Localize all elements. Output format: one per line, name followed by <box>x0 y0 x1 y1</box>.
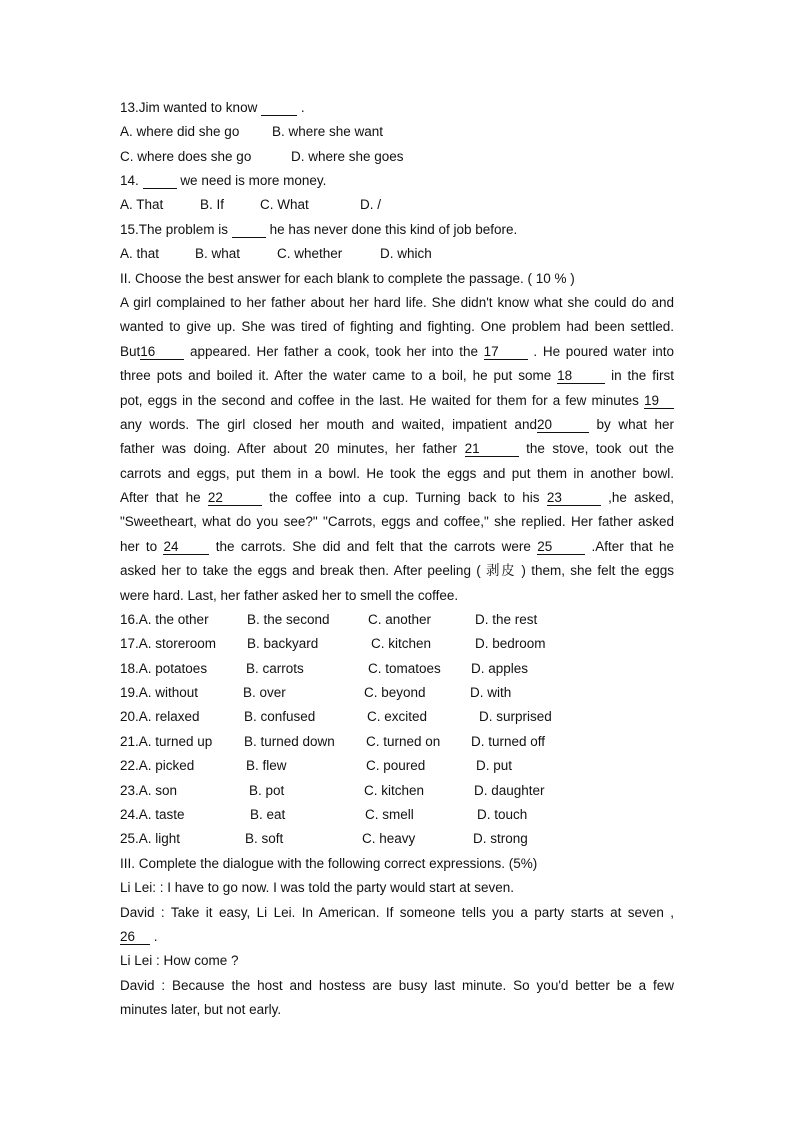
option-a: 23.A. son <box>120 783 178 798</box>
option-c: C. kitchen <box>364 783 425 798</box>
blank-20: 20 <box>537 417 589 433</box>
dialogue-line-1: Li Lei: : I have to go now. I was told the party would start at seven. <box>120 880 514 895</box>
option-c: C. tomatoes <box>368 661 441 676</box>
option-a: 25.A. light <box>120 831 181 846</box>
option-b: B. carrots <box>246 661 304 676</box>
option-13a: A. where did she go <box>120 124 240 139</box>
dialogue-line-6: minutes later, but not early. <box>120 1002 282 1017</box>
option-b: B. soft <box>245 831 284 846</box>
passage-line-8: carrots and eggs, put them in a bowl. He took the eggs and put them in another bowl. <box>120 466 674 481</box>
option-13c: C. where does she go <box>120 149 252 164</box>
passage-line-2: wanted to give up. She was tired of fighting and fighting. One problem had been settled. <box>120 319 674 334</box>
passage-line-9: After that he 22 the coffee into a cup. Turning back to his 23 ,he asked, <box>120 490 674 505</box>
option-d: D. apples <box>471 661 529 676</box>
passage-line-11: her to 24 the carrots. She did and felt that the carrots were 25 .After that he <box>120 539 674 554</box>
option-13b: B. where she want <box>272 124 384 139</box>
option-13d: D. where she goes <box>291 149 404 164</box>
blank-21: 21 <box>465 441 519 457</box>
option-b: B. eat <box>250 807 286 822</box>
option-c: C. excited <box>367 709 428 724</box>
option-15d: D. which <box>380 246 432 261</box>
blank-18: 18 <box>557 368 605 384</box>
blank-19: 19 <box>644 393 674 409</box>
option-c: C. turned on <box>366 734 441 749</box>
blank-14 <box>143 173 177 189</box>
section-2-heading: II. Choose the best answer for each blank to complete the passage. ( 10 % ) <box>120 271 575 286</box>
option-c: C. poured <box>366 758 426 773</box>
option-c: C. kitchen <box>371 636 432 651</box>
option-a: 16.A. the other <box>120 612 209 627</box>
option-b: B. flew <box>246 758 287 773</box>
option-a: 24.A. taste <box>120 807 185 822</box>
section-3-heading: III. Complete the dialogue with the following correct expressions. (5%) <box>120 856 538 871</box>
passage-line-13: were hard. Last, her father asked her to smell the coffee. <box>120 588 459 603</box>
option-a: 19.A. without <box>120 685 199 700</box>
blank-13 <box>261 100 297 116</box>
blank-26: 26 <box>120 929 150 945</box>
option-d: D. the rest <box>475 612 538 627</box>
blank-25: 25 <box>537 539 585 555</box>
option-14d: D. / <box>360 197 382 212</box>
dialogue-line-5: David : Because the host and hostess are busy last minute. So you'd better be a few <box>120 978 674 993</box>
option-a: 22.A. picked <box>120 758 195 773</box>
blank-23: 23 <box>547 490 601 506</box>
option-b: B. pot <box>249 783 285 798</box>
option-14b: B. If <box>200 197 225 212</box>
blank-24: 24 <box>163 539 209 555</box>
option-c: C. heavy <box>362 831 416 846</box>
option-14a: A. That <box>120 197 164 212</box>
option-b: B. backyard <box>247 636 319 651</box>
option-d: D. surprised <box>479 709 552 724</box>
option-b: B. the second <box>247 612 330 627</box>
question-15-stem: 15.The problem is he has never done this kind of job before. <box>120 222 518 237</box>
option-14c: C. What <box>260 197 309 212</box>
option-d: D. strong <box>473 831 528 846</box>
passage-line-12: asked her to take the eggs and break then. After peeling ( 剥皮 ) them, she felt the eggs <box>120 563 674 578</box>
option-15a: A. that <box>120 246 160 261</box>
option-d: D. bedroom <box>475 636 546 651</box>
option-a: 18.A. potatoes <box>120 661 208 676</box>
blank-15 <box>232 222 266 238</box>
option-c: C. smell <box>365 807 414 822</box>
dialogue-line-2: David : Take it easy, Li Lei. In American. If someone tells you a party starts at seven , <box>120 905 674 920</box>
option-d: D. daughter <box>474 783 545 798</box>
option-b: B. confused <box>244 709 316 724</box>
option-c: C. another <box>368 612 432 627</box>
passage-line-3: But16 appeared. Her father a cook, took her into the 17 . He poured water into <box>120 344 674 359</box>
option-d: D. with <box>470 685 512 700</box>
dialogue-line-4: Li Lei : How come ? <box>120 953 239 968</box>
option-a: 17.A. storeroom <box>120 636 217 651</box>
question-14-stem: 14. we need is more money. <box>120 173 327 188</box>
option-15b: B. what <box>195 246 241 261</box>
option-d: D. touch <box>477 807 528 822</box>
question-13-stem: 13.Jim wanted to know . <box>120 100 305 115</box>
passage-line-7: father was doing. After about 20 minutes, her father 21 the stove, took out the <box>120 441 674 456</box>
option-a: 21.A. turned up <box>120 734 213 749</box>
option-d: D. turned off <box>471 734 546 749</box>
option-a: 20.A. relaxed <box>120 709 200 724</box>
blank-17: 17 <box>484 344 528 360</box>
passage-line-1: A girl complained to her father about her hard life. She didn't know what she could do and <box>120 295 674 310</box>
option-b: B. over <box>243 685 286 700</box>
passage-line-4: three pots and boiled it. After the water came to a boil, he put some 18 in the first <box>120 368 674 383</box>
blank-16: 16 <box>140 344 184 360</box>
passage-line-10: "Sweetheart, what do you see?" "Carrots, eggs and coffee," she replied. Her father asked <box>120 514 674 529</box>
blank-22: 22 <box>208 490 262 506</box>
option-d: D. put <box>476 758 513 773</box>
passage-line-5: pot, eggs in the second and coffee in the last. He waited for them for a few minutes 19 <box>120 392 674 410</box>
dialogue-line-3: 26 . <box>120 929 158 944</box>
option-c: C. beyond <box>364 685 426 700</box>
option-b: B. turned down <box>244 734 335 749</box>
option-15c: C. whether <box>277 246 343 261</box>
passage-line-6: any words. The girl closed her mouth and waited, impatient and20 by what her <box>120 417 674 432</box>
